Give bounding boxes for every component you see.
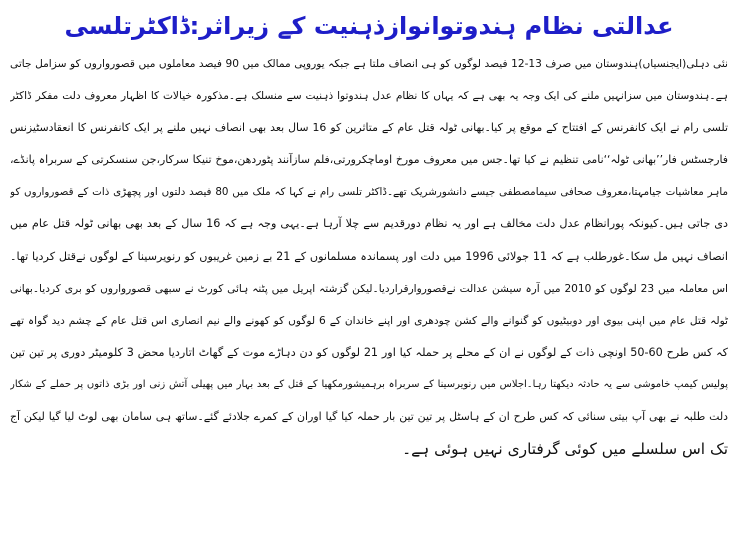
body-line: ٹولہ قتل عام میں اپنی بیوی اور دوبیٹیوں کو گنوانے والے کشن چودھری اور اپنے خاندان کے 6 لوگوں کو کھونے والے نیم انصاری اس قتل عام کے چشم دید گواہ تھے xyxy=(10,314,728,327)
body-line: ماہر معاشیات جیامہتا،معروف صحافی سیمامصطفی جیسے دانشورشریک تھے۔ڈاکٹر تلسی رام نے کہا کہ ملک میں 80 فیصد دلتوں اور پچھڑی ذات کے قصورواروں کو xyxy=(10,186,728,199)
body-line: کہ کس طرح 60-50 اونچی ذات کے لوگوں نے ان کے محلے پر حملہ کیا اور 21 لوگوں کو دن دہاڑے موت کے گھاٹ اتاردیا محض 3 کلومیٹر دوری پر تین تین xyxy=(10,345,728,359)
body-line: فارجسٹس فار’’بھانی ٹولہ‘‘نامی تنظیم نے کیا تھا۔جس میں معروف مورخ اوماچکرورتی،فلم سازآنند پٹوردھن،موخ تنیکا سرکار،جن سنسکرتی کے سربراہ پانڈے، xyxy=(10,153,728,167)
article-headline: عدالتی نظام ہندوتوانوازذہنیت کے زیراثر:ڈاکٹرتلسی xyxy=(64,12,674,40)
body-line: ہے۔ہندوستان میں سزانہیں ملنے کی ایک وجہ یہ بھی ہے کہ یہاں کا نظام عدل ہندوتوا ذہنیت سے منسلک ہے۔مذکورہ خیالات کا اظہار معروف دلت مفکر ڈاکٹر xyxy=(10,90,728,103)
body-line: انصاف نہیں مل سکا۔غورطلب ہے کہ 11 جولائی 1996 میں دلت اور پسماندہ مسلمانوں کے 21 بے زمین غریبوں کو رنویرسینا کے لوگوں نےقتل کردیا تھا۔ xyxy=(10,249,728,263)
body-line: دی جاتی ہیں۔کیونکہ پورانظام عدل دلت مخالف ہے اور یہ نظام دورقدیم سے چلا آرہا ہے۔یہی وجہ ہے کہ 16 سال کے بعد بھی بھانی ٹولہ قتل عام میں xyxy=(10,217,728,231)
body-line: دلت طلبہ نے بھی آپ بیتی سنائی کہ کس طرح ان کے ہاسٹل پر تین تین بار حملہ کیا گیا اوران کے کمرے جلادئے گئے۔ساتھ ہی سامان بھی لوٹ لیا گیا لیکن آج xyxy=(10,410,728,424)
body-line: تلسی رام نے ایک کانفرنس کے افتتاح کے موقع پر کیا۔بھانی ٹولہ قتل عام کے متاثرین کو 16 سال بعد بھی انصاف نہیں ملنے پر ایک کانفرنس کا انعقادسٹیزنس xyxy=(10,121,728,135)
body-line-last: تک اس سلسلے میں کوئی گرفتاری نہیں ہوئی ہے۔ xyxy=(402,440,728,459)
body-line: نئی دہلی(ایجنسیاں)ہندوستان میں صرف 13-12 فیصد لوگوں کو ہی انصاف ملتا ہے جبکہ یوروپی ممالک میں 90 فیصد معاملوں میں قصورواروں کو سزامل جاتی xyxy=(10,58,728,70)
article-body xyxy=(10,48,728,465)
body-line: اس معاملہ میں 23 لوگوں کو 2010 میں آرہ سیشن عدالت نےقصوروارقراردیا۔لیکن گزشتہ اپریل میں پٹنہ ہائی کورٹ نے سبھی قصورواروں کو بری کردیا۔بھانی xyxy=(10,282,728,295)
body-line: پولیس کیمپ خاموشی سے یہ حادثہ دیکھتا رہا۔اجلاس میں رنویرسینا کے سربراہ برہمیشورمکھیا کے قتل کے بعد بہار میں پھیلی آتش زنی اور بڑی ذاتوں پر حملے کے شکار xyxy=(10,378,728,390)
